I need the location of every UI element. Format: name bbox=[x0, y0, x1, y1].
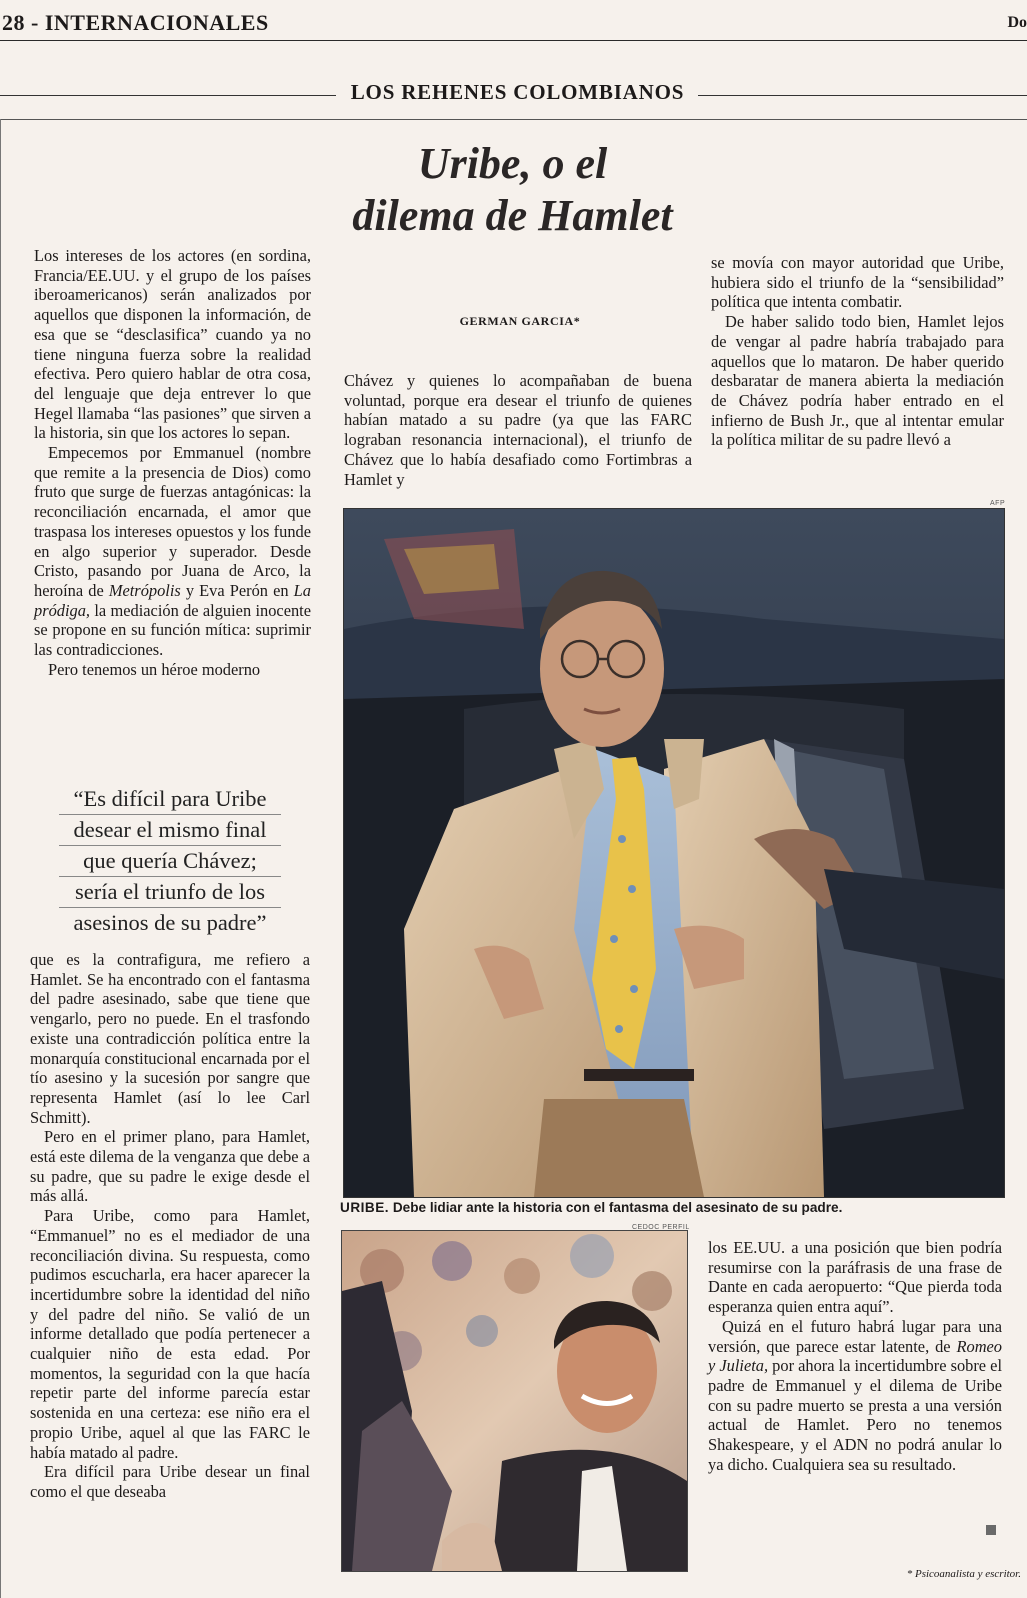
kicker: LOS REHENES COLOMBIANOS bbox=[350, 80, 685, 104]
column-2-top bbox=[344, 371, 692, 489]
uribe-car-photo bbox=[343, 508, 1005, 1198]
photo-credit: AFP bbox=[990, 500, 1006, 507]
author-footnote: * Psicoanalista y escritor. bbox=[906, 1568, 1021, 1580]
headline-line-1: Uribe, o el bbox=[417, 139, 608, 188]
uribe-waving-photo bbox=[341, 1230, 688, 1572]
paragraph: Pero en el primer plano, para Hamlet, está este dilema de la venganza que debe a su padre, que su padre le exige desde el más allá. bbox=[30, 1127, 310, 1206]
paragraph: Era difícil para Uribe desear un final como el que deseaba bbox=[30, 1462, 310, 1501]
header-rule bbox=[0, 40, 1027, 41]
paragraph: Pero tenemos un héroe moderno bbox=[48, 659, 261, 679]
end-mark bbox=[986, 1525, 996, 1535]
pull-quote-line: “Es difícil para Uribe bbox=[73, 786, 267, 811]
headline-line-2: dilema de Hamlet bbox=[352, 191, 673, 240]
column-3-top bbox=[711, 253, 1004, 450]
date-fragment: Do bbox=[1007, 14, 1027, 31]
headline bbox=[330, 138, 695, 242]
pull-quote bbox=[40, 784, 300, 938]
page-header bbox=[0, 6, 1027, 42]
left-border-rule bbox=[0, 119, 1, 1598]
paragraph: Para Uribe, como para Hamlet, “Emmanuel” no es el mediador de una reconciliación divina. Su respuesta, como pudimos escucharla, era hacer aparecer la incertidumbre sobre la identidad del niño y del padre del niño. Se valió de un informe detallado que podía pertenecer a cualquier niño de esta edad. Por momentos, la seguridad con la que hacía repetir parte del informe parecía estar sostenida en una certeza: ese niño era el propio Uribe, aquel al que las FARC le había matado al padre. bbox=[30, 1206, 310, 1462]
section-folio: 28 - INTERNACIONALES bbox=[2, 10, 269, 35]
caption-lead: URIBE. bbox=[340, 1200, 390, 1215]
column-1-bottom bbox=[30, 950, 310, 1502]
kicker-rule-right bbox=[698, 95, 1027, 96]
pull-quote-line: que quería Chávez; bbox=[83, 848, 257, 873]
kicker-rule-left bbox=[0, 95, 336, 96]
column-3-bottom bbox=[708, 1238, 1002, 1474]
paragraph: que es la contrafigura, me refiero a Hamlet. Se ha encontrado con el fantasma del padre asesinado, sabe que tiene que vengarlo, pero no puede. En el trasfondo existe una contradicción política entre la monarquía constitucional encarnada por el tío asesino y la sucesión por sangre que representa Hamlet (así lo lee Carl Schmitt). bbox=[30, 950, 310, 1127]
paragraph: Los intereses de los actores (en sordina, Francia/EE.UU. y el grupo de los países iberoamericanos) serán analizados por aquellos que disponen la información, de esa que se “desclasifica” cuando ya no tiene ninguna fuerza sobre la realidad efectiva. Pero quiero hablar de otra cosa, del lenguaje que deja entrever lo que Hegel llamaba “las pasiones” que sirven a la historia, sin que los actores lo sepan. bbox=[34, 246, 311, 443]
kicker-bar bbox=[0, 78, 1027, 108]
pull-quote-line: sería el triunfo de los bbox=[75, 879, 265, 904]
photo-credit-2: CEDOC PERFIL bbox=[632, 1224, 690, 1231]
caption-text: Debe lidiar ante la historia con el fantasma del asesinato de su padre. bbox=[389, 1200, 843, 1215]
photo-caption bbox=[340, 1200, 1020, 1215]
pull-quote-line: desear el mismo final bbox=[73, 817, 267, 842]
byline: GERMAN GARCIA* bbox=[459, 314, 581, 328]
paragraph: Chávez y quienes lo acompañaban de buena voluntad, porque era desear el triunfo de quienes habían matado a su padre (ya que las FARC lograban resonancia internacional), el triunfo de Chávez que lo había desafiado como Fortimbras a Hamlet y bbox=[344, 371, 692, 489]
article-top-rule bbox=[0, 119, 1027, 120]
paragraph: se movía con mayor autoridad que Uribe, hubiera sido el triunfo de la “sensibilidad” política que intenta combatir. bbox=[711, 253, 1004, 312]
column-1-top bbox=[34, 246, 311, 679]
pull-quote-line: asesinos de su padre” bbox=[73, 910, 267, 935]
paragraph: los EE.UU. a una posición que bien podría resumirse con la paráfrasis de una frase de Dante en cada aeropuerto: “Que pierda toda esperanza quien entra aquí”. bbox=[708, 1238, 1002, 1317]
paragraph: Empecemos por Emmanuel (nombre que remite a la presencia de Dios) como fruto que surge de fuerzas antagónicas: la reconciliación encarnada, el amor que traspasa los intereses opuestos y los funde en algo superior y superador. Desde Cristo, pasando por Juana de Arco, la heroína de Metrópolis y Eva Perón en La pródiga, la mediación de alguien inocente se propone en su función mítica: suprimir las contradicciones. bbox=[34, 443, 311, 660]
paragraph: Quizá en el futuro habrá lugar para una versión, que parece estar latente, de Romeo y Julieta, por ahora la incertidumbre sobre el padre de Emmanuel y el dilema de Uribe con su padre muerto se presta a una versión actual de Hamlet. Pero no tenemos Shakespeare, y el ADN no podrá anular lo ya dicho. Cualquiera sea su resultado. bbox=[708, 1316, 1003, 1474]
paragraph: De haber salido todo bien, Hamlet lejos de vengar al padre habría trabajado para aquellos que lo mataron. De haber querido desbaratar de manera abierta la mediación de Chávez podría haber entrado en el infierno de Bush Jr., que al intentar emular la política militar de su padre llevó a bbox=[711, 312, 1004, 450]
